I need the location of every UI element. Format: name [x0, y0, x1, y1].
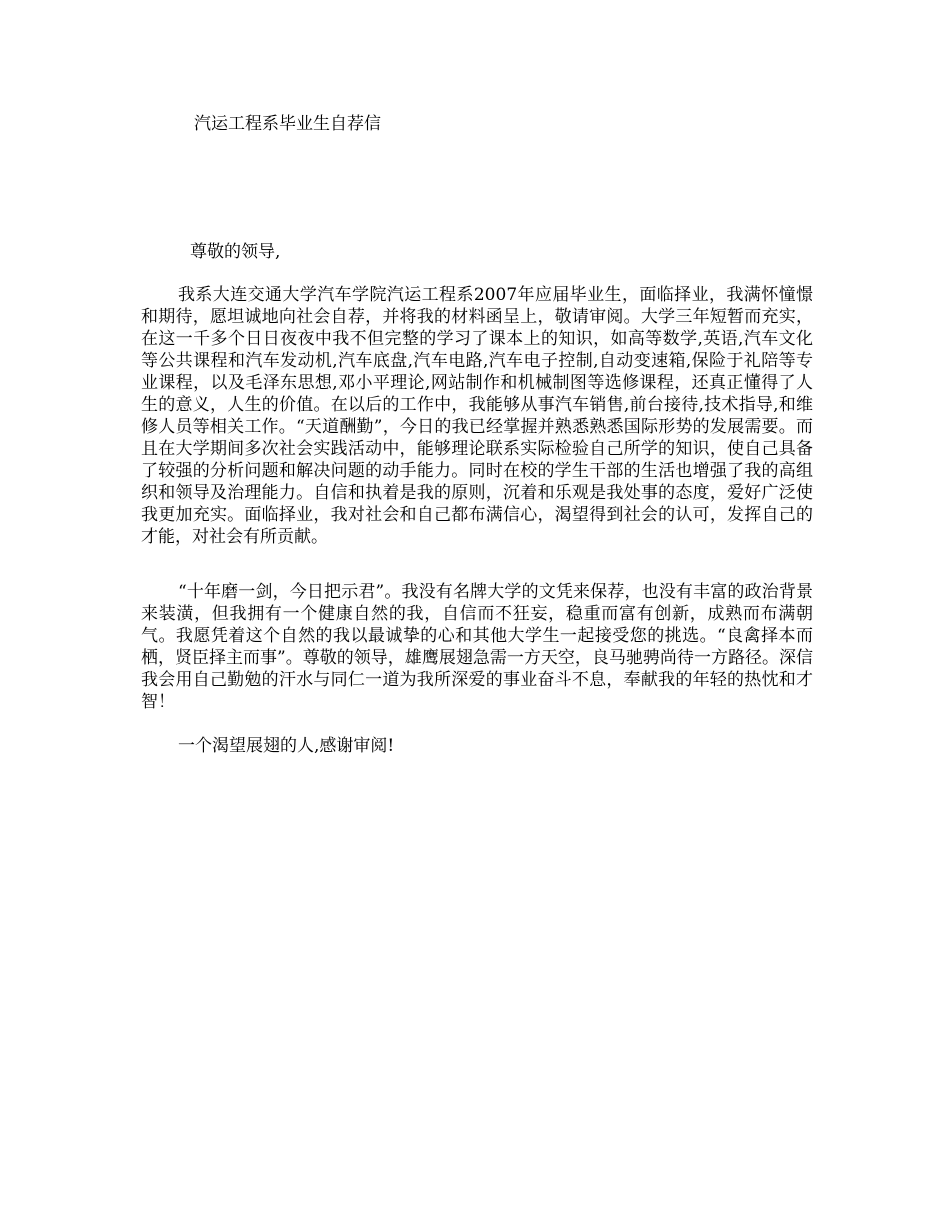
salutation: 尊敬的领导, — [190, 242, 281, 262]
document-title: 汽运工程系毕业生自荐信 — [194, 114, 381, 134]
closing-line: 一个渴望展翅的人,感谢审阅! — [178, 736, 395, 756]
body-paragraph-2: “十年磨一剑，今日把示君”。我没有名牌大学的文凭来保荐，也没有丰富的政治背景来装潢，但我拥有一个健康自然的我，自信而不狂妄，稳重而富有创新，成熟而布满朝气。我愿凭着这个自然的我以最诚挚的心和其他大学生一起接受您的挑选。“良禽择本而栖，贤臣择主而事”。尊敬的领导，雄鹰展翅急需一方天空，良马驰骋尚待一方路径。深信我会用自己勤勉的汗水与同仁一道为我所深爱的事业奋斗不息，奉献我的年轻的热忱和才智！ — [141, 582, 813, 712]
body-paragraph-1: 我系大连交通大学汽车学院汽运工程系2007年应届毕业生，面临择业，我满怀憧憬和期待，愿坦诚地向社会自荐，并将我的材料函呈上，敬请审阅。大学三年短暂而充实，在这一千多个日日夜夜中我不但完整的学习了课本上的知识，如高等数学,英语,汽车文化等公共课程和汽车发动机,汽车底盘,汽车电路,汽车电子控制,自动变速箱,保险于礼陪等专业课程，以及毛泽东思想,邓小平理论,网站制作和机械制图等选修课程，还真正懂得了人生的意义，人生的价值。在以后的工作中，我能够从事汽车销售,前台接待,技术指导,和维修人员等相关工作。“天道酬勤”，今日的我已经掌握并熟悉熟悉国际形势的发展需要。而且在大学期间多次社会实践活动中，能够理论联系实际检验自己所学的知识，使自己具备了较强的分析问题和解决问题的动手能力。同时在校的学生干部的生活也增强了我的高组织和领导及治理能力。自信和执着是我的原则，沉着和乐观是我处事的态度，爱好广泛使我更加充实。面临择业，我对社会和自己都布满信心，渴望得到社会的认可，发挥自己的才能，对社会有所贡献。 — [141, 285, 813, 547]
